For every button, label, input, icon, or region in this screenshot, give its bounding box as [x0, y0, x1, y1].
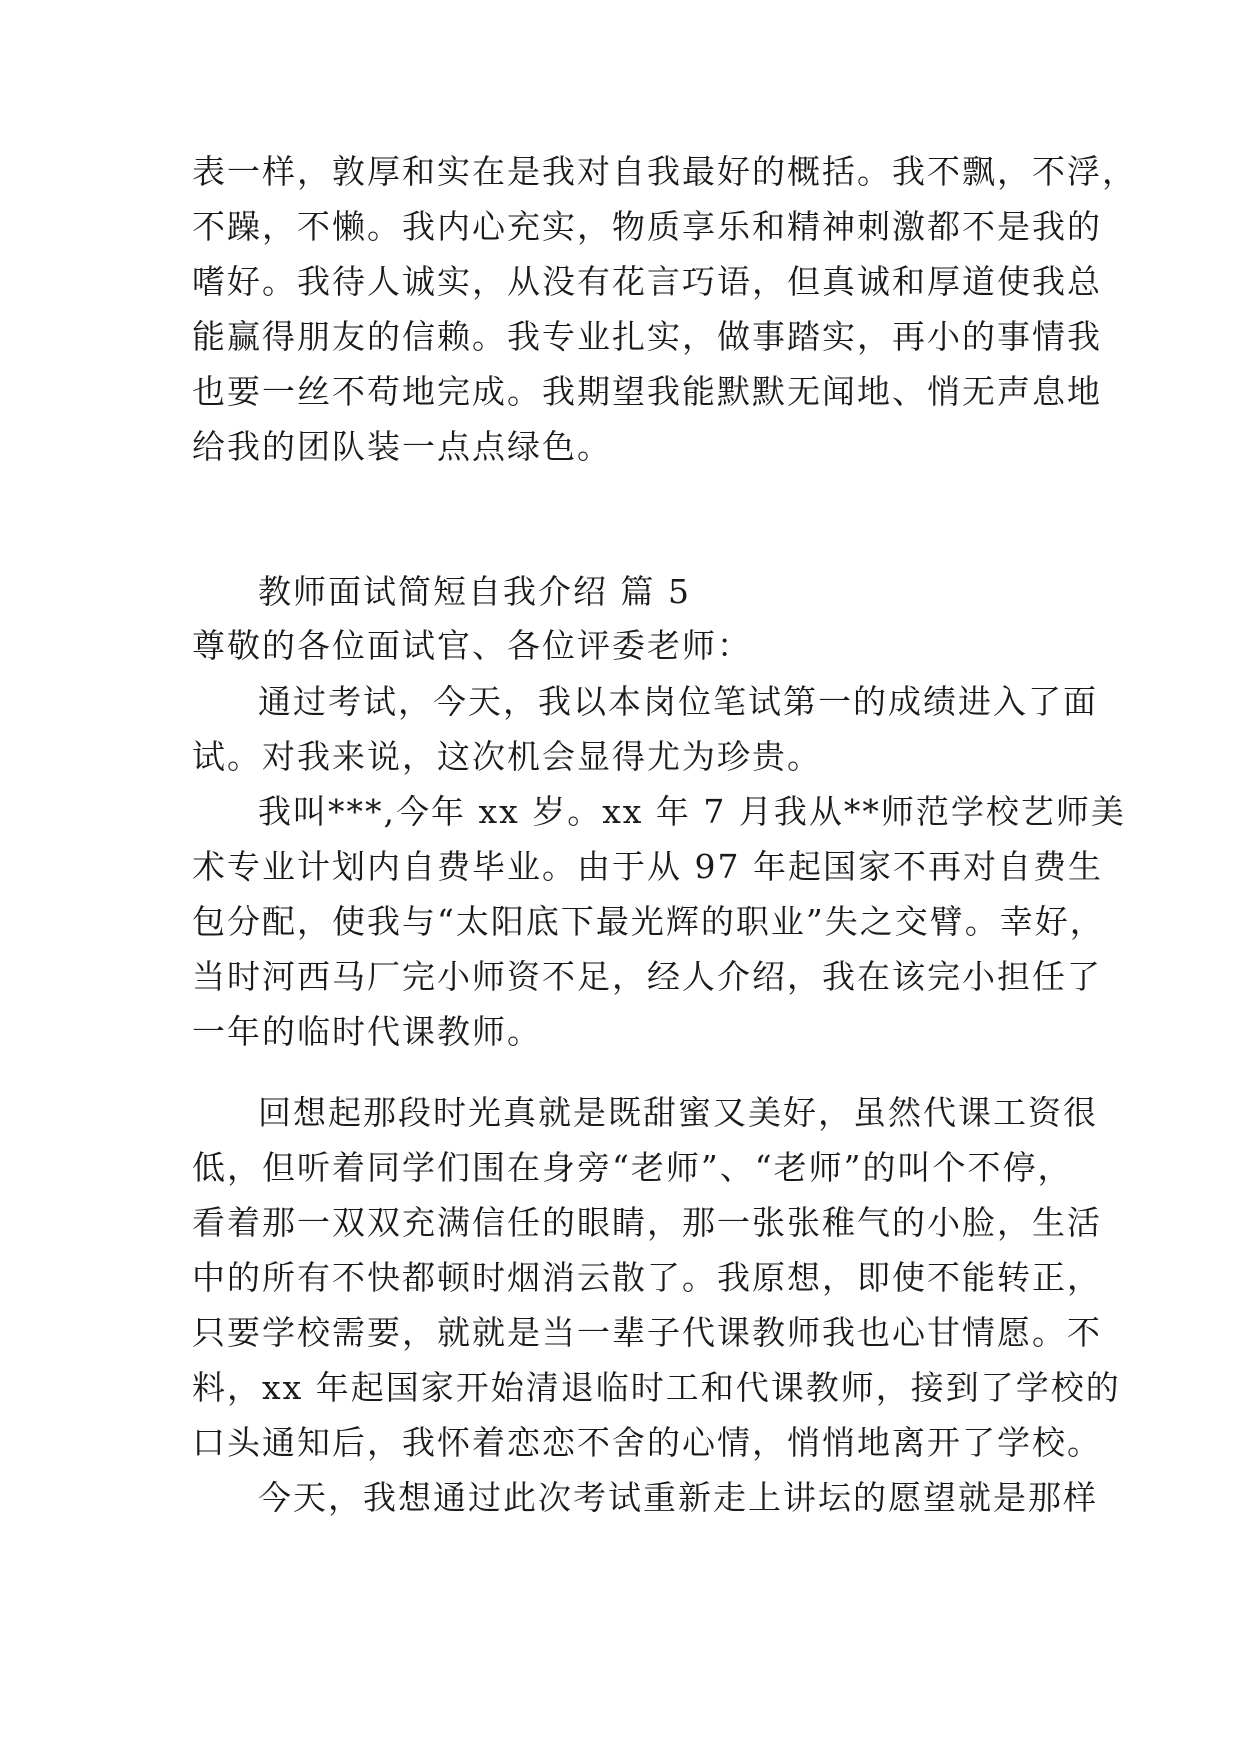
text-line: 口头通知后，我怀着恋恋不舍的心情，悄悄地离开了学校。 — [192, 1423, 1102, 1462]
salutation: 尊敬的各位面试官、各位评委老师： — [192, 626, 752, 665]
text-line: 一年的临时代课教师。 — [192, 1012, 542, 1051]
text-line: 今天，我想通过此次考试重新走上讲坛的愿望就是那样 — [258, 1478, 1098, 1517]
text-line: 试。对我来说，这次机会显得尤为珍贵。 — [192, 737, 822, 776]
text-line: 不躁，不懒。我内心充实，物质享乐和精神刺激都不是我的 — [192, 207, 1102, 246]
text-line: 嗜好。我待人诚实，从没有花言巧语，但真诚和厚道使我总 — [192, 262, 1102, 301]
text-line: 也要一丝不苟地完成。我期望我能默默无闻地、悄无声息地 — [192, 372, 1102, 411]
text-line: 能赢得朋友的信赖。我专业扎实，做事踏实，再小的事情我 — [192, 317, 1102, 356]
text-line: 回想起那段时光真就是既甜蜜又美好，虽然代课工资很 — [258, 1093, 1098, 1132]
text-line: 我叫***,今年 xx 岁。xx 年 7 月我从**师范学校艺师美 — [258, 792, 1126, 831]
text-line: 给我的团队装一点点绿色。 — [192, 427, 612, 466]
text-line: 看着那一双双充满信任的眼睛，那一张张稚气的小脸，生活 — [192, 1203, 1102, 1242]
text-line: 中的所有不快都顿时烟消云散了。我原想，即使不能转正， — [192, 1258, 1102, 1297]
section-heading: 教师面试简短自我介绍 篇 5 — [258, 572, 691, 611]
text-line: 通过考试，今天，我以本岗位笔试第一的成绩进入了面 — [258, 682, 1098, 721]
text-line: 料，xx 年起国家开始清退临时工和代课教师，接到了学校的 — [192, 1368, 1121, 1407]
text-line: 只要学校需要，就就是当一辈子代课教师我也心甘情愿。不 — [192, 1313, 1102, 1352]
text-line: 术专业计划内自费毕业。由于从 97 年起国家不再对自费生 — [192, 847, 1103, 886]
text-line: 低，但听着同学们围在身旁“老师”、“老师”的叫个不停， — [192, 1148, 1073, 1187]
text-line: 包分配，使我与“太阳底下最光辉的职业”失之交臂。幸好， — [192, 902, 1105, 941]
text-line: 当时河西马厂完小师资不足，经人介绍，我在该完小担任了 — [192, 957, 1102, 996]
text-line: 表一样，敦厚和实在是我对自我最好的概括。我不飘，不浮， — [192, 152, 1137, 191]
